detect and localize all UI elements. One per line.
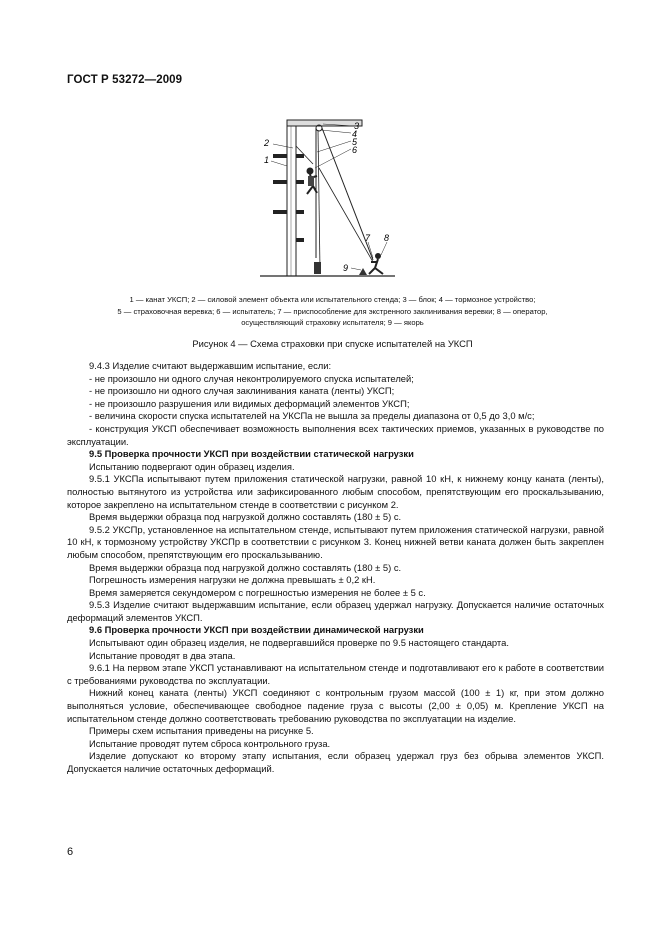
figure-safety-scheme <box>255 108 405 288</box>
paragraph: - величина скорости спуска испытателей на УКСПа не вышла за пределы диапазона от 0,5 до 3,0 м/с; <box>89 410 535 422</box>
legend-line: 1 — канат УКСП; 2 — силовой элемент объекта или испытательного стенда; 3 — блок; 4 — тормозное устройство; <box>129 295 536 304</box>
paragraph: 9.4.3 Изделие считают выдержавшим испытание, если: <box>89 360 332 371</box>
paragraph: Время выдержки образца под нагрузкой должно составлять (180 ± 5) с. <box>89 511 402 523</box>
paragraph: - не произошло ни одного случая неконтролируемого спуска испытателей; <box>89 372 414 384</box>
paragraph: Время замеряется секундомером с погрешностью измерения не более ± 5 с. <box>89 586 426 598</box>
figure-label-2: 2 <box>264 138 270 148</box>
paragraph: - конструкция УКСП обеспечивает возможность выполнения всех тактических приемов, указанных в руководстве по эксплуатации. <box>67 422 604 447</box>
figure-label-7: 7 <box>365 233 371 243</box>
paragraph: Испытание проводят путем сброса контрольного груза. <box>89 737 331 749</box>
figure-legend <box>60 294 605 329</box>
paragraph: Изделие допускают ко второму этапу испытания, если образец удержал груз без обрыва элементов УКСП. Допускается наличие остаточных деформаций. <box>67 750 604 774</box>
paragraph: Испытанию подвергают один образец изделия. <box>89 460 295 472</box>
paragraph: 9.5.3 Изделие считают выдержавшим испытание, если образец удержал нагрузку. Допускается наличие остаточных деформаций элементов УКСП. <box>67 599 604 623</box>
body-text <box>67 360 604 776</box>
paragraph: 9.5.1 УКСПа испытывают путем приложения статической нагрузки, равной 10 кН, к нижнему концу каната (ленты), полностью вытянутого из устройства или зафиксированного любым способом, препятствующим его проскальзыванию, которое закреплено на испытательном стенде в соответствии с рисунком 2. <box>67 473 604 510</box>
paragraph: Испытание проводят в два этапа. <box>89 649 236 661</box>
section-heading: 9.5 Проверка прочности УКСП при воздействии статической нагрузки <box>89 448 414 460</box>
section-heading: 9.6 Проверка прочности УКСП при воздействии динамической нагрузки <box>89 624 424 636</box>
figure-label-6: 6 <box>352 145 358 155</box>
paragraph: Нижний конец каната (ленты) УКСП соединяют с контрольным грузом массой (100 ± 1) кг, при этом должно выполняться условие, обеспечивающее свободное падение груза с высоты (2,00 ± 0,05) м. Крепление УКСП на испытательном стенде должно соответствовать требованию руководства по эксплуатации на изделие. <box>67 687 604 724</box>
paragraph: 9.5.2 УКСПр, установленное на испытательном стенде, испытывают путем приложения статической нагрузки, равной 10 кН, к тормозному устройству УКСПр в соответствии с рисунком 3. Конец нижней ветви каната должен быть закреплен любым способом, препятствующим его проскальзыванию. <box>67 523 604 560</box>
page-number: 6 <box>67 846 74 858</box>
figure-label-3: 3 <box>354 121 360 131</box>
document-header: ГОСТ Р 53272—2009 <box>67 74 183 86</box>
paragraph: Погрешность измерения нагрузки не должна превышать ± 0,2 кН. <box>89 574 376 586</box>
figure-label-1: 1 <box>264 155 270 165</box>
legend-line: осуществляющий страховку испытателя; 9 — якорь <box>241 318 424 327</box>
figure-caption: Рисунок 4 — Схема страховки при спуске испытателей на УКСП <box>192 338 473 349</box>
figure-label-9: 9 <box>343 263 349 273</box>
paragraph: 9.6.1 На первом этапе УКСП устанавливают на испытательном стенде и подготавливают его к работе в соответствии с требованиями руководства по эксплуатации. <box>67 662 604 686</box>
paragraph: - не произошло ни одного случая заклинивания каната (ленты) УКСП; <box>89 385 395 397</box>
paragraph: Примеры схем испытания приведены на рисунке 5. <box>89 725 314 737</box>
paragraph: - не произошло разрушения или видимых деформаций элементов УКСП; <box>89 397 410 409</box>
figure-label-8: 8 <box>384 233 390 243</box>
paragraph: Время выдержки образца под нагрузкой должно составлять (180 ± 5) с. <box>89 561 402 573</box>
legend-line: 5 — страховочная веревка; 6 — испытатель; 7 — приспособление для экстренного заклинивания веревки; 8 — оператор, <box>117 306 548 316</box>
paragraph: Испытывают один образец изделия, не подвергавшийся проверке по 9.5 настоящего стандарта. <box>89 637 509 649</box>
figure-label-5: 5 <box>352 137 358 147</box>
figure-label-4: 4 <box>352 129 358 139</box>
figure-drawing <box>255 108 405 288</box>
